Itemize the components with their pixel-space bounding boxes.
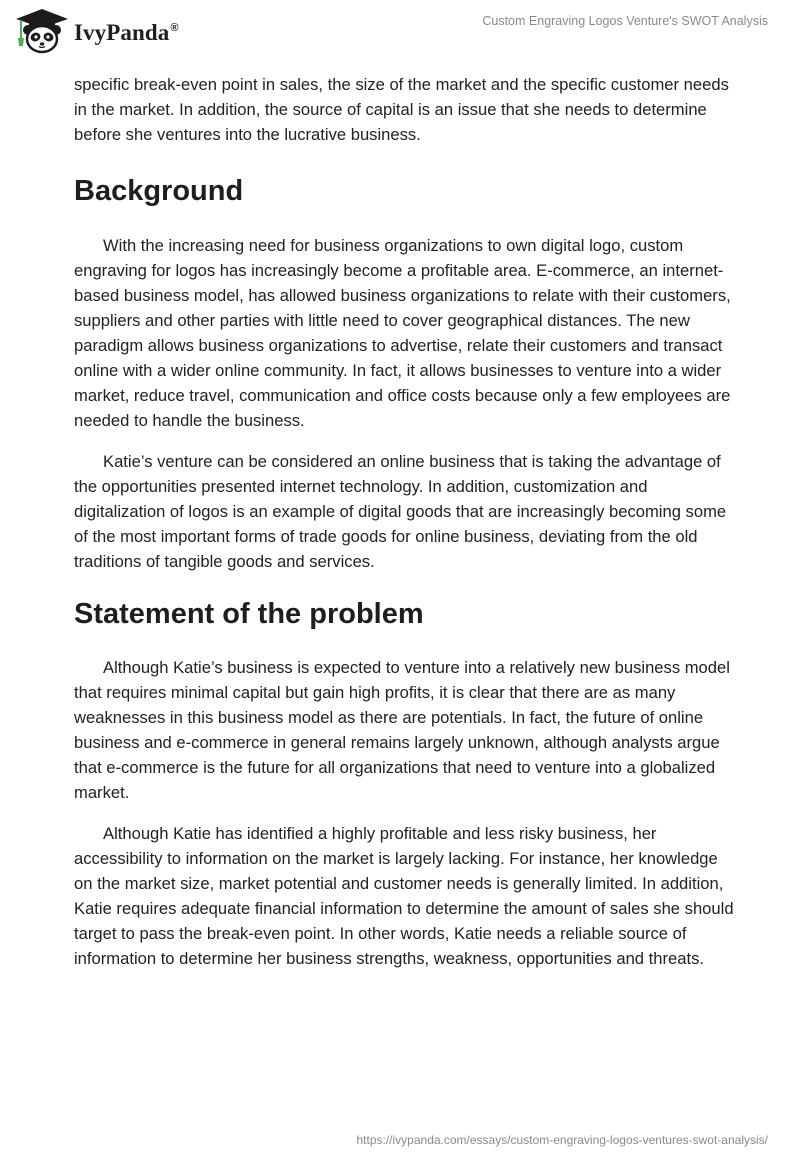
problem-paragraph-2: Although Katie has identified a highly profitable and less risky business, her accessibility to information on the market is largely lacking. For instance, her knowledge on the market size, market potential and customer needs is generally limited. In addition, Katie requires adequate financial information to determine the amount of sales she should target to pass the break-even point. In other words, Katie needs a reliable source of information to determine her business strengths, weakness, opportunities and threats. bbox=[74, 824, 734, 968]
source-url[interactable]: https://ivypanda.com/essays/custom-engraving-logos-ventures-swot-analysis/ bbox=[356, 1133, 768, 1147]
intro-paragraph: specific break-even point in sales, the size of the market and the specific customer needs in the market. In addition, the source of capital is an issue that she needs to determine before she ventures into the lucrative business. bbox=[74, 75, 729, 144]
problem-paragraph-1: Although Katie’s business is expected to venture into a relatively new business model that requires minimal capital but gain high profits, it is clear that there are as many weaknesses in this business model as there are potentials. In fact, the future of online business and e-commerce in general remains largely unknown, although analysts argue that e-commerce is the future for all organizations that need to venture into a globalized market. bbox=[74, 658, 730, 802]
registered-mark: ® bbox=[170, 21, 179, 34]
essay-body bbox=[74, 72, 734, 971]
page-header bbox=[0, 0, 800, 70]
ivypanda-logo[interactable] bbox=[15, 8, 179, 54]
brand-name: IvyPanda® bbox=[74, 19, 179, 45]
section-heading-problem-statement: Statement of the problem bbox=[74, 598, 424, 630]
background-paragraph-2: Katie’s venture can be considered an online business that is taking the advantage of the opportunities presented internet technology. In addition, customization and digitalization of logos is an example of digital goods that are increasingly becoming some of the most important forms of trade goods for online business, deviating from the old traditions of tangible goods and services. bbox=[74, 452, 727, 571]
section-heading-background: Background bbox=[74, 175, 244, 207]
background-paragraph-1: With the increasing need for business organizations to own digital logo, custom engraving for logos has increasingly become a profitable area. E-commerce, an internet-based business model, has allowed business organizations to relate with their customers, suppliers and other parties with little need to cover geographical distances. The new paradigm allows business organizations to advertise, relate their customers and transact online with a wider online community. In fact, it allows businesses to venture into a wider market, reduce travel, communication and office costs because only a few employees are needed to handle the business. bbox=[74, 236, 731, 430]
panda-graduation-cap-icon bbox=[15, 8, 69, 54]
document-title: Custom Engraving Logos Venture's SWOT Analysis bbox=[482, 14, 768, 28]
